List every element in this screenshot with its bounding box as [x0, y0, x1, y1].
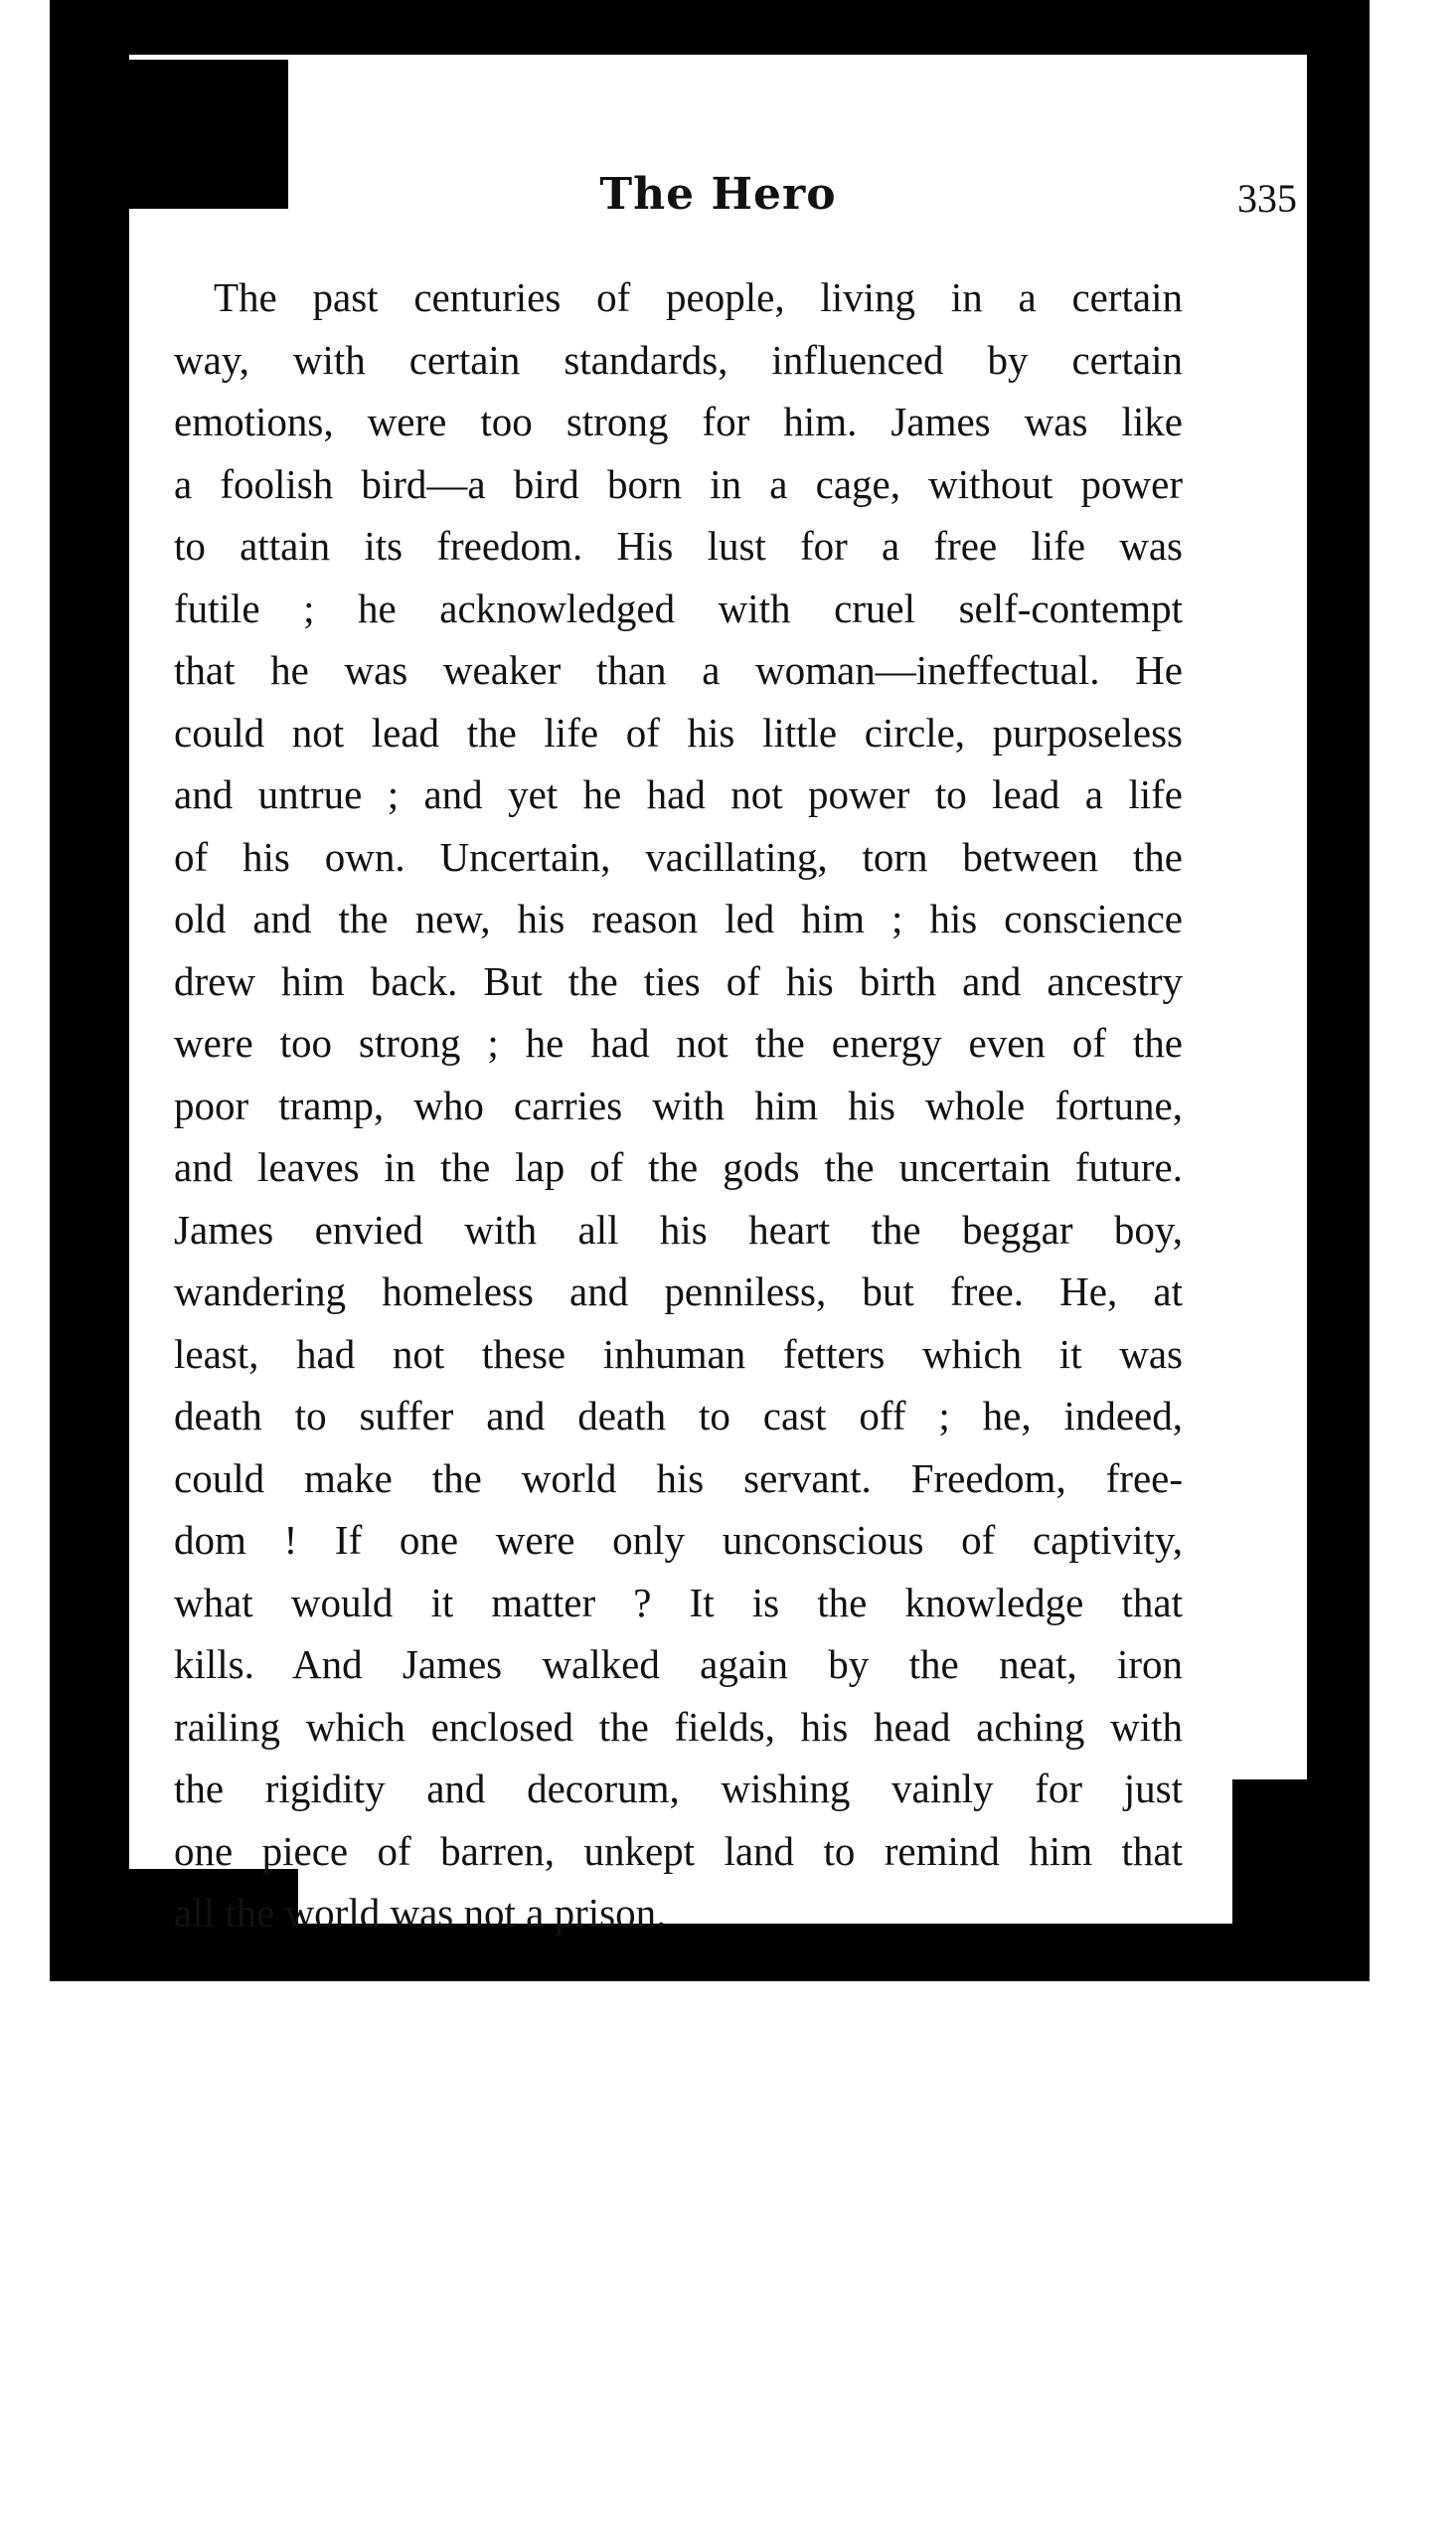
- scan-edge-right: [1307, 40, 1370, 1981]
- text-line: drew him back. But the ties of his birth and ancestry: [174, 957, 1183, 1004]
- text-line: James envied with all his heart the beggar boy,: [174, 1206, 1183, 1253]
- text-line: and untrue ; and yet he had not power to lead a life: [174, 771, 1183, 817]
- running-head-title: The Hero: [599, 169, 837, 220]
- text-line: could not lead the life of his little circle, purposeless: [174, 709, 1183, 756]
- text-line: way, with certain standards, influenced by certain: [174, 336, 1183, 383]
- text-line: least, had not these inhuman fetters which it was: [174, 1330, 1183, 1377]
- text-line: to attain its freedom. His lust for a free life was: [174, 523, 1183, 569]
- scan-edge-bottom-right: [1232, 1779, 1370, 1981]
- text-line: that he was weaker than a woman—ineffectual. He: [174, 647, 1183, 693]
- text-line: of his own. Uncertain, vacillating, torn between the: [174, 833, 1183, 880]
- text-line: old and the new, his reason led him ; his conscience: [174, 896, 1183, 941]
- text-line: what would it matter ? It is the knowledge that: [174, 1579, 1183, 1625]
- text-line: poor tramp, who carries with him his whole fortune,: [174, 1082, 1183, 1128]
- text-line: death to suffer and death to cast off ; he, indeed,: [174, 1393, 1183, 1438]
- text-line: wandering homeless and penniless, but free. He, at: [174, 1268, 1183, 1314]
- text-line: dom ! If one were only unconscious of captivity,: [174, 1517, 1183, 1563]
- body-text: [174, 266, 1183, 1944]
- running-head: [129, 169, 1307, 229]
- scan-edge-left-upper: [50, 209, 129, 646]
- text-line: kills. And James walked again by the neat, iron: [174, 1641, 1183, 1687]
- text-line: the rigidity and decorum, wishing vainly for just: [174, 1766, 1183, 1811]
- text-line: could make the world his servant. Freedom, free-: [174, 1454, 1183, 1501]
- text-line: all the world was not a prison.: [174, 1890, 667, 1936]
- text-line: one piece of barren, unkept land to remind him that: [174, 1827, 1183, 1874]
- text-line: railing which enclosed the fields, his head aching with: [174, 1703, 1183, 1750]
- text-line: futile ; he acknowledged with cruel self-contempt: [174, 585, 1183, 631]
- text-line: emotions, were too strong for him. James was like: [174, 399, 1183, 444]
- text-line: were too strong ; he had not the energy even of the: [174, 1020, 1183, 1066]
- scan-edge-left: [50, 646, 114, 1938]
- text-line: and leaves in the lap of the gods the uncertain future.: [174, 1144, 1183, 1190]
- text-line: The past centuries of people, living in a certain: [214, 274, 1183, 320]
- page-number: 335: [1237, 176, 1297, 221]
- text-line: a foolish bird—a bird born in a cage, without power: [174, 460, 1183, 507]
